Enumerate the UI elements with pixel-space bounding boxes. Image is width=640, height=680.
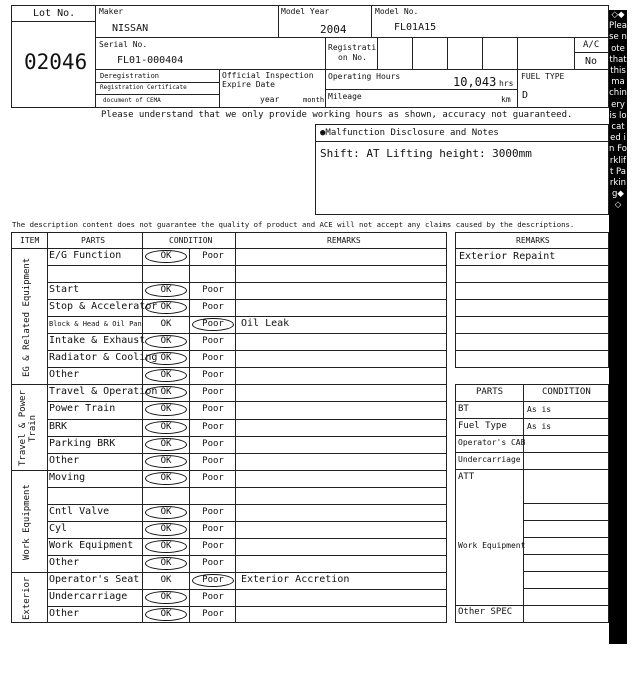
poor-mark-circled: Poor xyxy=(192,318,234,331)
malfunction-title: ●Malfunction Disclosure and Notes xyxy=(320,128,499,138)
disclaimer: The description content does not guarantee the quality of product and ACE will not accept any claims caused by the descriptions. xyxy=(12,220,575,229)
remark-text: Oil Leak xyxy=(241,318,290,330)
poor-mark: Poor xyxy=(202,557,224,568)
ok-mark-circled: OK xyxy=(145,438,187,451)
right-part-label: ATT xyxy=(458,472,475,482)
poor-mark: Poor xyxy=(202,506,224,517)
poor-mark: Poor xyxy=(202,353,224,364)
right-part-label: Undercarriage xyxy=(458,455,521,464)
right-col-parts: PARTS xyxy=(476,387,504,397)
model-year-value: 2004 xyxy=(320,23,347,36)
part-label: Other xyxy=(49,369,80,381)
poor-mark: Poor xyxy=(202,421,224,432)
registration-label: Registrati xyxy=(328,43,377,52)
part-label: Undercarriage xyxy=(49,591,128,602)
part-label: Other xyxy=(49,608,80,620)
hrs-unit: hrs xyxy=(499,79,514,88)
part-label: Intake & Exhaust xyxy=(49,335,146,347)
group-eg: EG & Related Equipment xyxy=(22,257,32,377)
part-label: Work Equipment xyxy=(49,539,134,551)
location-sidebar xyxy=(609,10,627,644)
poor-mark: Poor xyxy=(202,302,224,313)
op-hours-label: Operating Hours xyxy=(328,72,401,81)
right-remarks-first: Exterior Repaint xyxy=(459,251,556,262)
poor-mark: Poor xyxy=(202,455,224,466)
ok-mark-circled: OK xyxy=(145,403,187,416)
lot-label: Lot No. xyxy=(33,8,76,19)
serial-value: FL01-000404 xyxy=(117,55,184,66)
poor-mark: Poor xyxy=(202,387,224,398)
part-label: Cntl Valve xyxy=(49,505,110,517)
ok-mark-circled: OK xyxy=(145,591,187,604)
maker-label: Maker xyxy=(99,7,124,16)
ok-mark-circled: OK xyxy=(145,557,187,570)
ok-mark-circled: OK xyxy=(145,455,187,468)
ok-mark-circled: OK xyxy=(145,284,187,297)
year-label: year xyxy=(260,95,280,104)
hours-note: Please understand that we only provide working hours as shown, accuracy not guaranteed. xyxy=(101,110,573,120)
right-remarks-header: REMARKS xyxy=(516,236,550,245)
part-label: Radiator & Cooling xyxy=(49,352,158,364)
fuel-type-value: D xyxy=(522,90,529,101)
poor-mark: Poor xyxy=(202,370,224,381)
malfunction-text: Shift: AT Lifting height: 3000mm xyxy=(320,147,532,160)
ok-mark-circled: OK xyxy=(145,540,187,553)
fuel-type-label: FUEL TYPE xyxy=(521,72,565,81)
poor-mark: Poor xyxy=(202,592,224,602)
poor-mark: Poor xyxy=(202,251,224,261)
col-condition: CONDITION xyxy=(169,236,213,245)
part-label: Travel & Operation xyxy=(49,386,158,398)
ac-label: A/C xyxy=(583,40,600,50)
part-label: E/G Function xyxy=(49,250,122,261)
right-part-label: BT xyxy=(458,404,469,414)
part-label: BRK xyxy=(49,420,68,432)
right-col-condition: CONDITION xyxy=(542,387,591,397)
ok-mark-circled: OK xyxy=(145,335,187,348)
right-work-equipment: Work Equipment xyxy=(458,541,526,550)
poor-mark: Poor xyxy=(202,523,224,534)
poor-mark-circled: Poor xyxy=(192,574,234,587)
part-label: Cyl xyxy=(49,522,68,534)
reg-cert-label: Registration Certificate xyxy=(100,84,187,91)
ok-mark-circled: OK xyxy=(145,421,187,434)
ok-mark-circled: OK xyxy=(145,472,187,485)
poor-mark: Poor xyxy=(202,540,224,551)
part-label: Parking BRK xyxy=(49,437,116,449)
right-part-condition: As is xyxy=(527,422,552,431)
part-label: Operator's Seat xyxy=(49,573,140,585)
poor-mark: Poor xyxy=(202,285,224,296)
group-travel: Travel & Power Train xyxy=(18,390,38,466)
op-hours-value: 10,043 xyxy=(453,75,497,89)
ok-mark: OK xyxy=(160,319,172,330)
maker-value: NISSAN xyxy=(112,23,149,34)
ok-mark-circled: OK xyxy=(145,523,187,536)
poor-mark: Poor xyxy=(202,404,224,415)
month-label: month xyxy=(303,96,325,104)
inspection-label: Official Inspection xyxy=(222,71,314,80)
part-label: Other xyxy=(49,556,80,568)
ac-value: No xyxy=(585,56,598,67)
ok-mark-circled: OK xyxy=(145,369,187,382)
part-label: Other xyxy=(49,454,80,466)
part-label: Power Train xyxy=(49,403,116,415)
ok-mark-circled: OK xyxy=(145,608,187,621)
part-label: Moving xyxy=(49,471,86,483)
poor-mark: Poor xyxy=(202,336,224,347)
right-other-spec: Other SPEC xyxy=(458,607,513,617)
mileage-label: Mileage xyxy=(328,92,362,101)
sidebar-note: ◇◆Please note that this machinery is located in Forklift Parking◆◇ xyxy=(609,10,627,211)
cema-label: document of CEMA xyxy=(103,97,161,104)
part-label: Stop & Accelerator xyxy=(49,301,158,313)
poor-mark: Poor xyxy=(202,438,224,449)
remark-text: Exterior Accretion xyxy=(241,573,350,585)
km-unit: km xyxy=(501,95,511,104)
header-box xyxy=(11,5,609,108)
part-label: Block & Head & Oil Pan xyxy=(49,320,142,329)
ok-mark-circled: OK xyxy=(145,386,187,399)
right-part-label: Fuel Type xyxy=(458,421,507,431)
lot-number: 02046 xyxy=(24,50,88,74)
col-parts: PARTS xyxy=(81,236,106,245)
part-label: Start xyxy=(49,284,80,296)
serial-label: Serial No. xyxy=(99,40,148,49)
group-work: Work Equipment xyxy=(22,484,32,560)
col-item: ITEM xyxy=(20,236,40,245)
ok-mark-circled: OK xyxy=(145,301,187,314)
ok-mark-circled: OK xyxy=(145,352,187,365)
ok-mark: OK xyxy=(160,574,172,585)
col-remarks: REMARKS xyxy=(327,236,361,245)
group-exterior: Exterior xyxy=(22,576,32,621)
dereg-label: Deregistration xyxy=(100,72,160,80)
model-no-value: FL01A15 xyxy=(394,22,437,33)
right-part-label: Operator's CAB xyxy=(458,438,526,447)
poor-mark: Poor xyxy=(202,609,224,620)
right-part-condition: As is xyxy=(527,405,552,414)
ok-mark-circled: OK xyxy=(145,506,187,519)
ok-mark-circled: OK xyxy=(145,250,187,263)
model-no-label: Model No. xyxy=(375,7,419,16)
model-year-label: Model Year xyxy=(281,7,330,16)
poor-mark: Poor xyxy=(202,472,224,483)
